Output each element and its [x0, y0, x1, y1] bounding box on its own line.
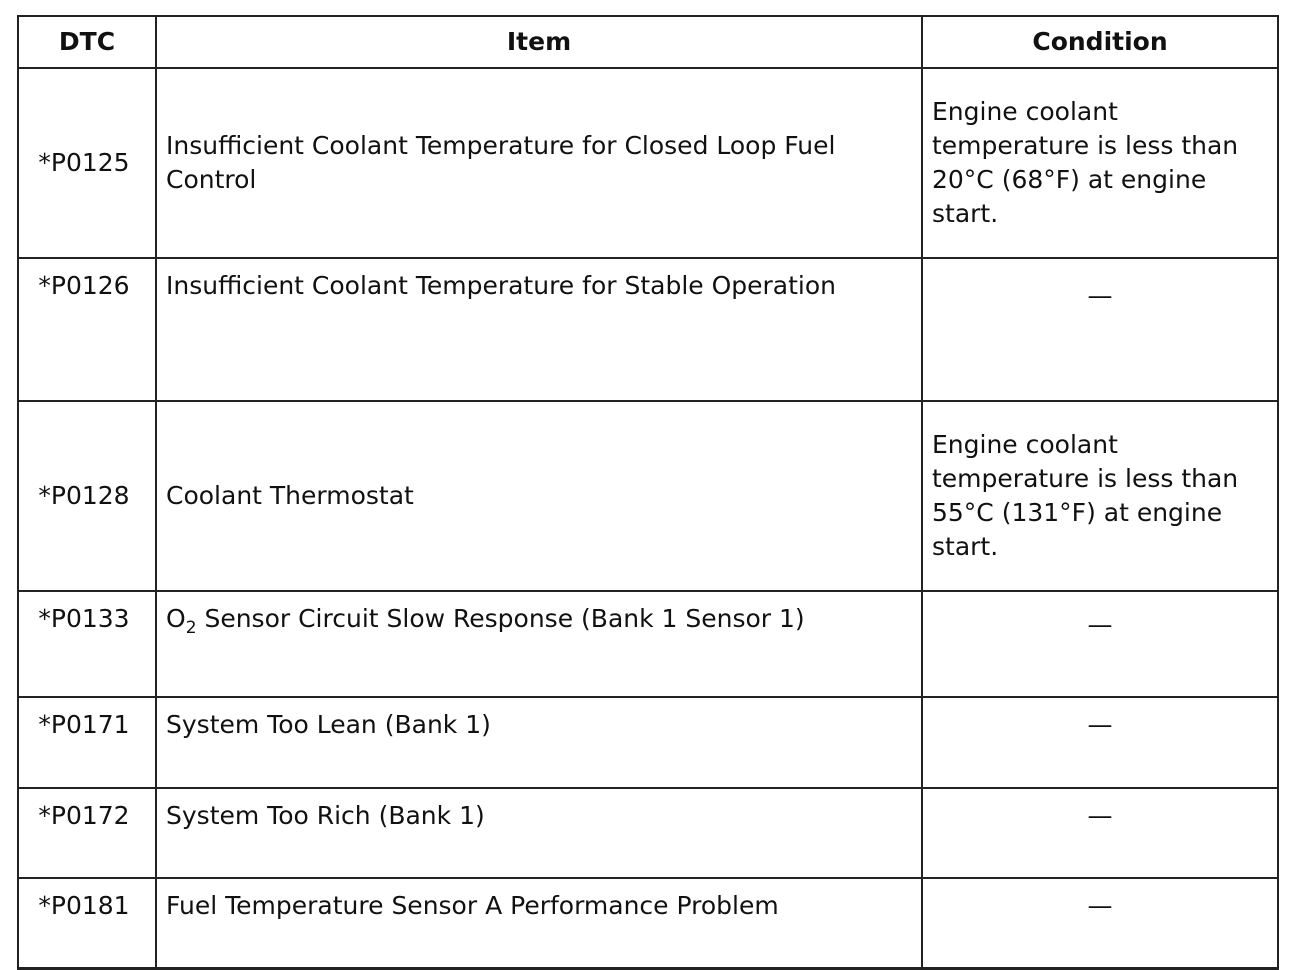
item-suffix: Sensor Circuit Slow Response (Bank 1 Sensor 1) [196, 604, 805, 633]
condition-text: Engine coolant temperature is less than 20°C (68°F) at engine start. [922, 68, 1278, 258]
table-row [18, 878, 1278, 969]
dtc-code: *P0126 [18, 258, 156, 401]
item-description: Insufficient Coolant Temperature for Stable Operation [156, 258, 922, 401]
condition-text: — [922, 697, 1278, 788]
dtc-code: *P0128 [18, 401, 156, 591]
dtc-code: *P0181 [18, 878, 156, 969]
condition-text: Engine coolant temperature is less than 55°C (131°F) at engine start. [922, 401, 1278, 591]
dtc-code: *P0171 [18, 697, 156, 788]
item-description: Coolant Thermostat [156, 401, 922, 591]
item-description: System Too Lean (Bank 1) [156, 697, 922, 788]
table-row [18, 591, 1278, 697]
header-item: Item [156, 16, 922, 68]
dtc-code: *P0125 [18, 68, 156, 258]
item-description: Insufficient Coolant Temperature for Closed Loop Fuel Control [156, 68, 922, 258]
item-description: Fuel Temperature Sensor A Performance Problem [156, 878, 922, 969]
item-description: System Too Rich (Bank 1) [156, 788, 922, 878]
dtc-table [17, 15, 1279, 970]
item-prefix: O [166, 604, 186, 633]
dtc-code: *P0133 [18, 591, 156, 697]
header-row [18, 16, 1278, 68]
table-row [18, 788, 1278, 878]
condition-text: — [922, 258, 1278, 401]
dtc-code: *P0172 [18, 788, 156, 878]
header-condition: Condition [922, 16, 1278, 68]
item-description [156, 591, 922, 697]
condition-text: — [922, 591, 1278, 697]
header-dtc: DTC [18, 16, 156, 68]
table-row [18, 258, 1278, 401]
table-row [18, 401, 1278, 591]
condition-text: — [922, 878, 1278, 969]
table-row [18, 68, 1278, 258]
table-row [18, 697, 1278, 788]
item-subscript: 2 [185, 618, 197, 638]
condition-text: — [922, 788, 1278, 878]
